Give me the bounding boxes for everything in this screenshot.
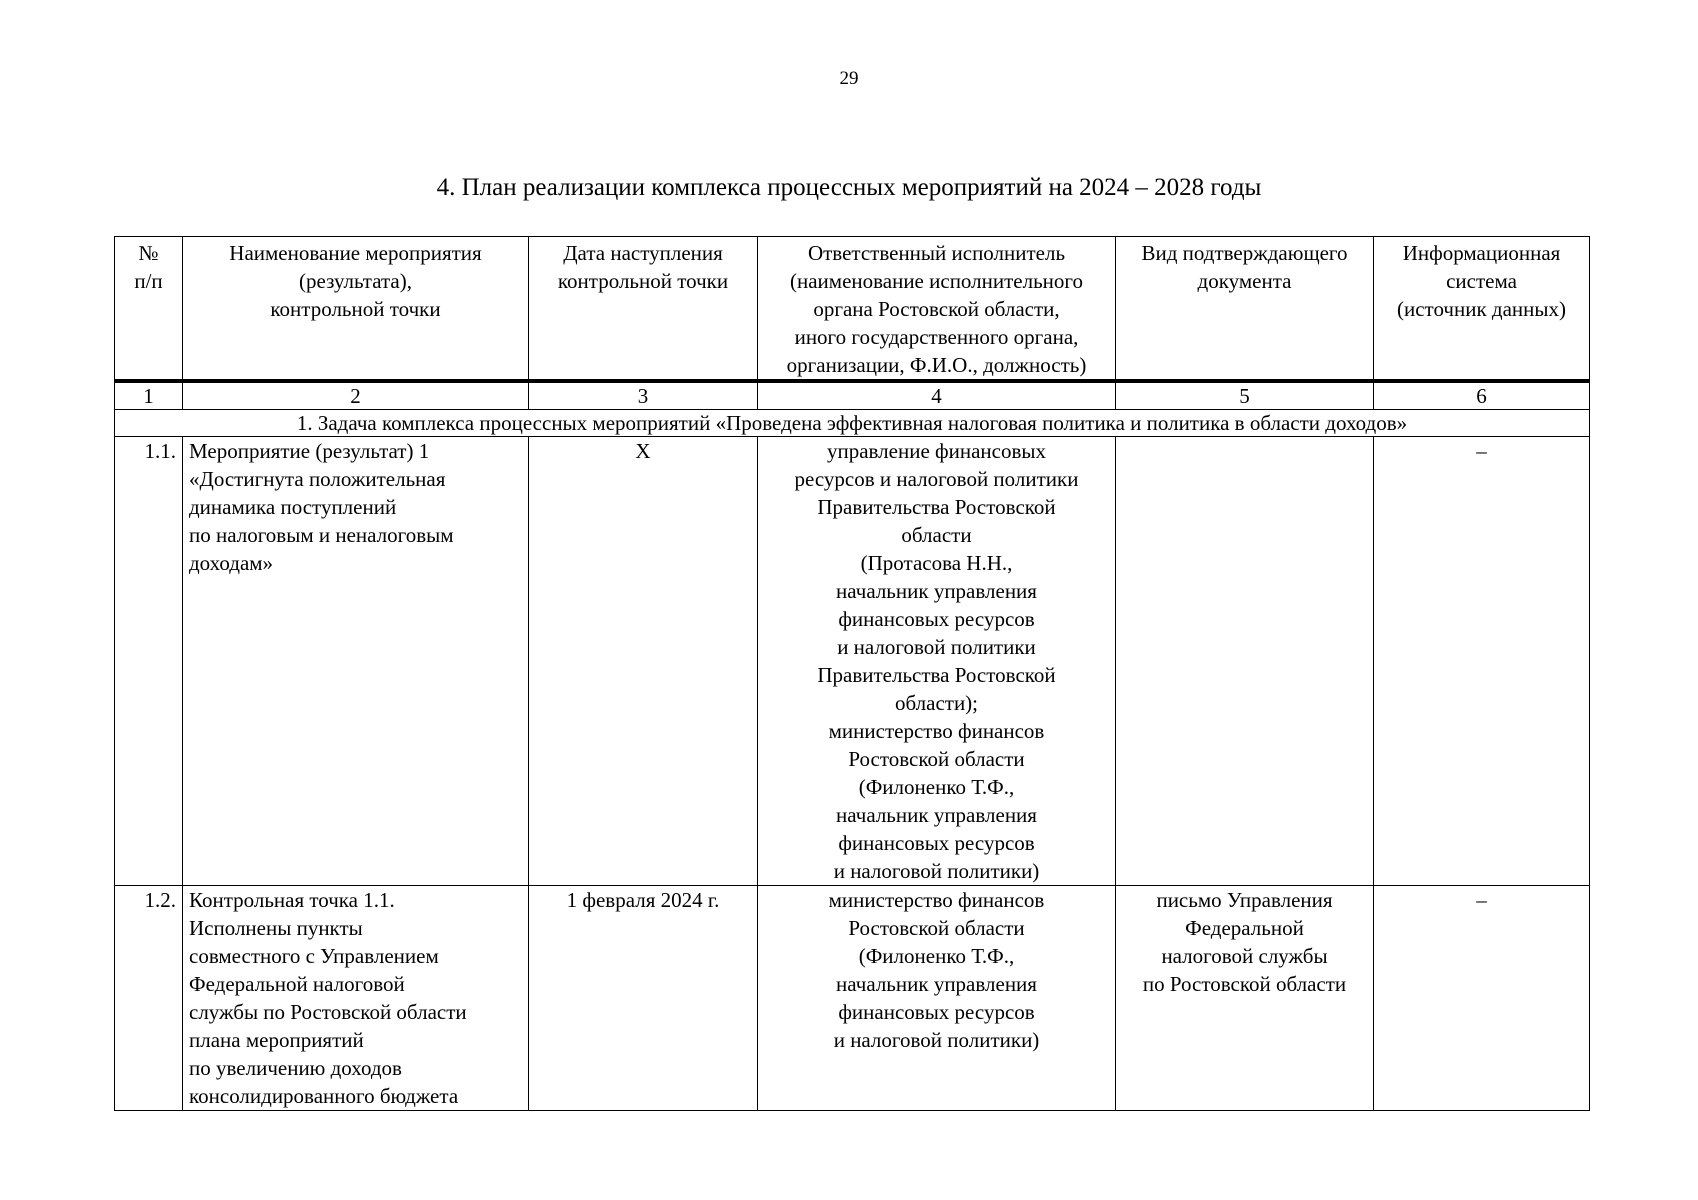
row-executor: управление финансовых ресурсов и налоговой политики Правительства Ростовской области (Протасова Н.Н., начальник управления финансовых ресурсов и налоговой политики Правительства Ростовской области); министерство финансов Ростовской области (Филоненко Т.Ф., начальник управления финансовых ресурсов и налоговой политики) bbox=[758, 437, 1116, 886]
header-system: Информационная система (источник данных) bbox=[1374, 237, 1590, 382]
row-date: X bbox=[529, 437, 758, 886]
column-number: 4 bbox=[758, 381, 1116, 410]
header-date: Дата наступления контрольной точки bbox=[529, 237, 758, 382]
row-index: 1.1. bbox=[115, 437, 183, 886]
row-date: 1 февраля 2024 г. bbox=[529, 886, 758, 1111]
header-name: Наименование мероприятия (результата), контрольной точки bbox=[183, 237, 529, 382]
task-row bbox=[115, 410, 1590, 437]
column-numbers-row bbox=[115, 381, 1590, 410]
row-document: письмо Управления Федеральной налоговой службы по Ростовской области bbox=[1116, 886, 1374, 1111]
row-name: Мероприятие (результат) 1 «Достигнута положительная динамика поступлений по налоговым и неналоговым доходам» bbox=[183, 437, 529, 886]
column-number: 6 bbox=[1374, 381, 1590, 410]
row-index: 1.2. bbox=[115, 886, 183, 1111]
column-number: 3 bbox=[529, 381, 758, 410]
task-title: 1. Задача комплекса процессных мероприятий «Проведена эффективная налоговая политика и политика в области доходов» bbox=[115, 410, 1590, 437]
page-number: 29 bbox=[839, 68, 859, 89]
plan-table bbox=[114, 236, 1590, 1111]
table-row bbox=[115, 886, 1590, 1111]
table-row bbox=[115, 437, 1590, 886]
row-document bbox=[1116, 437, 1374, 886]
row-system: – bbox=[1374, 437, 1590, 886]
column-number: 1 bbox=[115, 381, 183, 410]
header-document: Вид подтверждающего документа bbox=[1116, 237, 1374, 382]
table-header-row bbox=[115, 237, 1590, 382]
column-number: 2 bbox=[183, 381, 529, 410]
column-number: 5 bbox=[1116, 381, 1374, 410]
row-system: – bbox=[1374, 886, 1590, 1111]
page-title: 4. План реализации комплекса процессных мероприятий на 2024 – 2028 годы bbox=[436, 174, 1262, 201]
header-executor: Ответственный исполнитель (наименование исполнительного органа Ростовской области, иного государственного органа, организации, Ф.И.О., должность) bbox=[758, 237, 1116, 382]
header-number: № п/п bbox=[115, 237, 183, 382]
row-name: Контрольная точка 1.1. Исполнены пункты совместного с Управлением Федеральной налоговой службы по Ростовской области плана мероприятий по увеличению доходов консолидированного бюджета bbox=[183, 886, 529, 1111]
row-executor: министерство финансов Ростовской области (Филоненко Т.Ф., начальник управления финансовых ресурсов и налоговой политики) bbox=[758, 886, 1116, 1111]
